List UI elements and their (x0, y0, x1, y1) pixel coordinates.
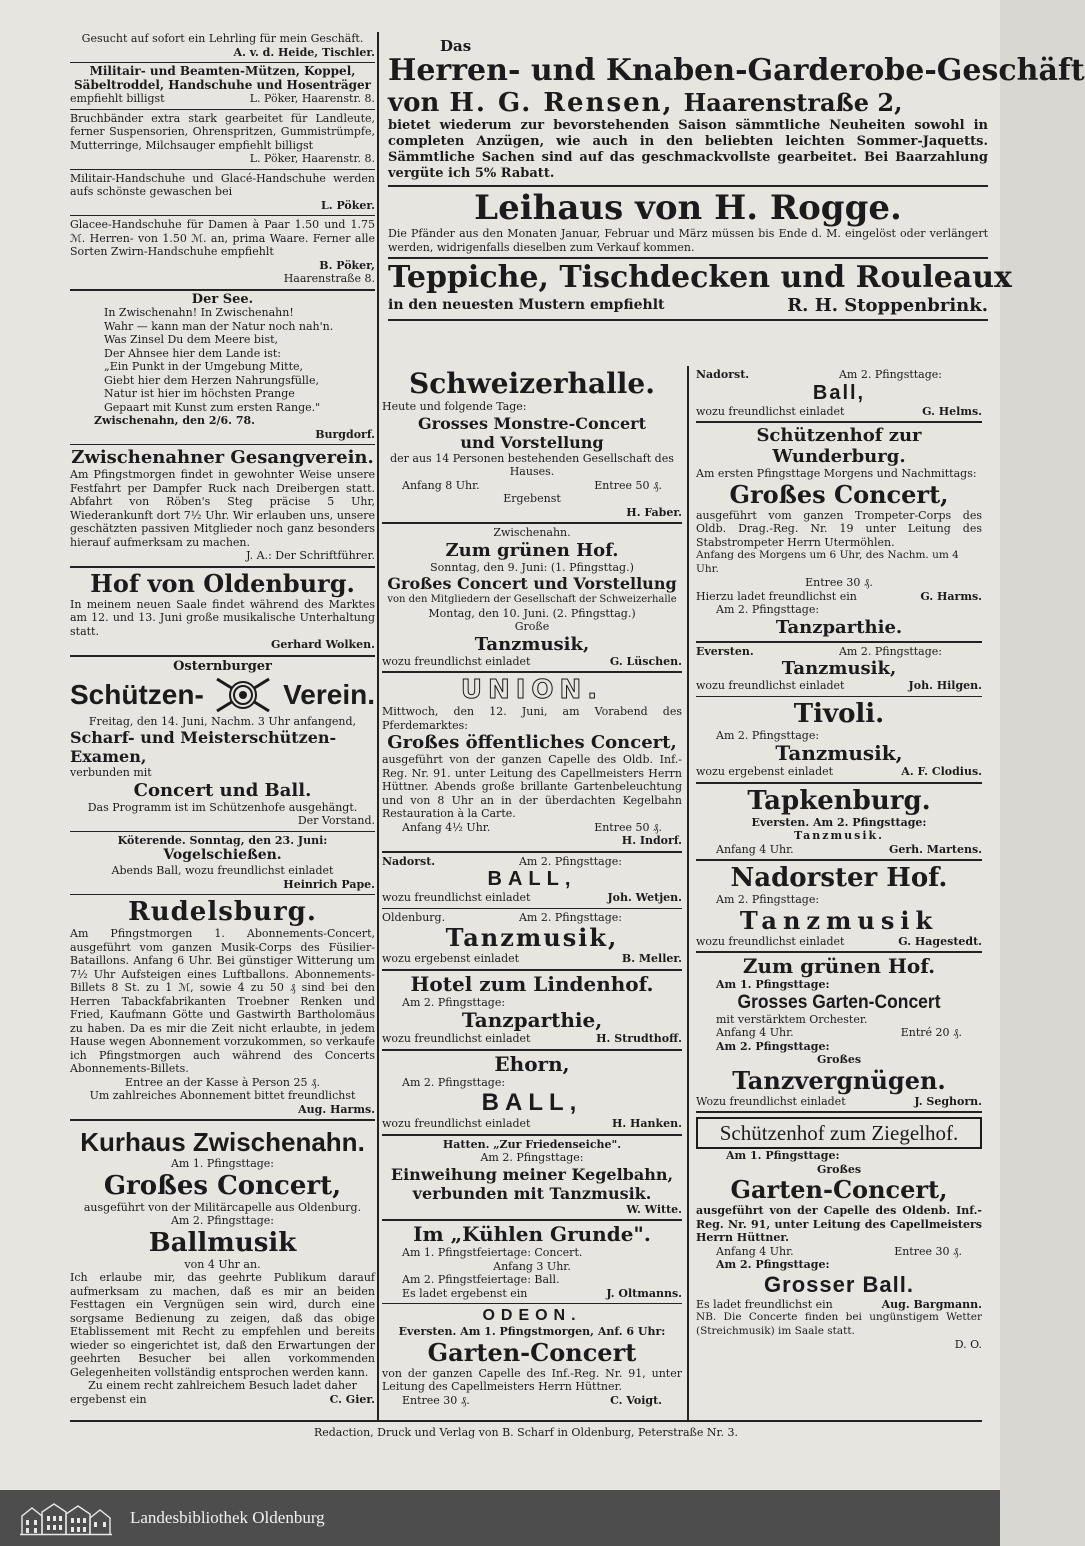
ad-text: Sonntag, den 9. Juni: (1. Pfingsttag.) (430, 560, 634, 574)
poem-title: Der See. (191, 291, 254, 307)
ad-headline: Ball, (812, 381, 866, 404)
ad-wunderburg (696, 423, 982, 643)
ad-row (696, 645, 982, 659)
ad-schuetzenverein (70, 657, 375, 832)
ad-row (696, 1026, 982, 1040)
ad-text: wozu freundlichst einladet (696, 404, 845, 418)
ad-headline: Großes Concert, (729, 479, 949, 509)
ad-text: bietet wiederum zur bevorstehenden Saison sämmtliche Neuheiten sowohl in completen Anzügen, wie auch in den beliebten leichten Sommer-Jaquetts. Sämmtliche Sachen sind auf das geschmackvollste gearbeitet. Bei Baarzahlung vergüte ich 5% Rabatt. (388, 118, 988, 181)
ad-footer-row (382, 891, 682, 905)
ad-headline: Tanzparthie, (461, 1008, 603, 1032)
ad-text: von der ganzen Capelle des Inf.-Reg. Nr. 91, unter Leitung des Capellmeisters Herrn Hüttner. (382, 1366, 682, 1393)
ad-footer-row (696, 1095, 982, 1109)
ad-title: Nadorster Hof. (730, 863, 948, 893)
ad-text: Entree 50 ₰. (594, 820, 662, 834)
ad-place: Nadorst. (696, 368, 750, 381)
ad-footer-row (696, 405, 982, 419)
ad-headline: Einweihung meiner Kegelbahn, (390, 1164, 674, 1184)
ad-text: Großes (816, 1162, 862, 1176)
ad-name-row (388, 88, 988, 118)
poem-line: Wahr — kann man der Natur noch nah'n. (104, 319, 334, 333)
ad-signature: J. Oltmanns. (606, 1286, 682, 1300)
ad-place: Nadorst. (382, 854, 436, 868)
poem-line: Giebt hier dem Herzen Nahrungsfülle, (104, 373, 319, 387)
ad-text: Am 2. Pfingsttage: (716, 893, 820, 906)
ad-text: Montag, den 10. Juni. (2. Pfingsttag.) (428, 606, 636, 620)
ad-text: Eversten. Am 1. Pfingstmorgen, Anf. 6 Uhr: (398, 1325, 666, 1338)
ad-row (382, 821, 682, 835)
ad-signature: J. A.: Der Schriftführer. (246, 549, 375, 562)
ad-muetzen (70, 63, 375, 110)
ad-signature: B. Meller. (621, 952, 682, 965)
ad-hof-von-oldenburg (70, 568, 375, 657)
ad-text: Hatten. „Zur Friedenseiche". (442, 1137, 622, 1151)
ad-headline: Garten-Concert (427, 1337, 637, 1367)
ad-signature: L. Pöker, Haarenstr. 8. (249, 152, 375, 165)
ad-text: Am 2. Pfingsttage: (170, 1214, 275, 1227)
ad-title-row (70, 675, 375, 715)
ad-headline: Großes öffentliches Concert, (387, 732, 677, 753)
ad-rudelsburg (70, 895, 375, 1121)
ad-text: Tanzmusik. (794, 829, 884, 842)
ad-text: Mittwoch, den 12. Juni, am Vorabend des Pferdemarktes: (382, 705, 682, 732)
ad-text: wozu freundlichst einladet (382, 891, 531, 904)
ad-text: ausgeführt vom ganzen Trompeter-Corps des Oldb. Drag.-Reg. Nr. 19 unter Leitung des Stabstrompeter Herrn Utermöhlen. (696, 508, 982, 549)
ad-text: Am 2. Pfingsttage: (716, 1258, 830, 1271)
ad-title: Tivoli. (793, 698, 885, 729)
ad-von: von (388, 88, 440, 118)
ad-text: Es ladet ergebenst ein (402, 1286, 528, 1300)
ad-text: Anfang 3 Uhr. (493, 1259, 571, 1273)
poem-line: „Ein Punkt in der Umgebung Mitte, (104, 360, 304, 373)
ad-text: Am 2. Pfingsttage: (716, 728, 820, 742)
ad-signature: W. Witte. (626, 1202, 682, 1216)
ad-text: Am 2. Pfingsttage: (402, 995, 506, 1009)
poem-line: Der Ahnsee hier dem Lande ist: (104, 346, 281, 360)
ad-text: Am 2. Pfingsttage: (518, 910, 622, 924)
ad-headline: und Vorstellung (460, 432, 604, 452)
ad-headline: Vogelschießen. (163, 847, 282, 863)
ad-text: von 4 Uhr an. (184, 1257, 261, 1271)
ad-headline: BALL, (487, 868, 577, 890)
ad-text: Am Pfingstmorgen findet in gewohnter Weise unsere Festfahrt per Dampfer Ruck nach Dreibergen statt. Abfahrt von Röben's Steg präcise 5 Uhr, Wiederankunft dort 7½ Uhr. Wir erlauben uns, unsere geschätzten passiven Mitglieder noch ganz besonders hierauf aufmerksam zu machen. (70, 468, 375, 549)
library-footer-bar (0, 1490, 1000, 1546)
ad-text: ausgeführt von der Militärcapelle aus Oldenburg. (83, 1200, 362, 1214)
ad-signature: D. O. (954, 1338, 982, 1351)
ad-text: Am 2. Pfingsttage: (480, 1151, 584, 1164)
ad-text: Entree 30 ₰. (402, 1393, 470, 1407)
ad-signature: C. Voigt. (610, 1393, 662, 1407)
ad-text: Wozu freundlichst einladet (696, 1094, 846, 1108)
ad-tivoli (696, 697, 982, 784)
ad-name: H. G. Rensen, (449, 88, 674, 118)
ad-title-left: Schützen- (70, 678, 204, 710)
ad-title: Tapkenburg. (747, 785, 931, 816)
ad-headline: Tanzvergnügen. (732, 1065, 946, 1095)
ad-headline: Grosses Monstre-Concert (418, 413, 646, 433)
poem-line: Was Zinsel Du dem Meere bist, (104, 333, 279, 346)
ad-title: UNION. (460, 675, 604, 705)
ad-bruchbaender (70, 110, 375, 170)
ad-signature: G. Hagestedt. (898, 934, 982, 948)
ad-text: Gesucht auf sofort ein Lehrling für mein Geschäft. (81, 32, 364, 45)
ad-headline: Großes Concert und Vorstellung (387, 574, 677, 593)
ad-text: Anfang 4 Uhr. (716, 1244, 794, 1258)
ad-row (382, 911, 682, 925)
ad-text: Entree 30 ₰. (805, 576, 873, 589)
ad-union (382, 673, 682, 853)
ad-text: Entree 30 ₰. (894, 1244, 962, 1258)
ad-title: Hotel zum Lindenhof. (410, 971, 654, 996)
ad-kuehlen-grunde (382, 1221, 682, 1304)
ad-footer-row (696, 679, 982, 693)
ad-schweizerhalle (382, 366, 682, 524)
ad-signature: R. H. Stoppenbrink. (787, 295, 988, 316)
ad-headline: BALL, (481, 1089, 583, 1116)
ad-text: Am 1. Pfingstfeiertage: Concert. (402, 1246, 583, 1259)
middle-column (382, 366, 682, 1410)
left-column (70, 30, 375, 1409)
ad-text: Hierzu ladet freundlichst ein (696, 589, 857, 603)
ad-title-right: Verein. (283, 678, 375, 710)
ad-pretitle: Osternburger (173, 658, 272, 674)
ad-text: Entré 20 ₰. (900, 1026, 962, 1039)
ad-headline: Ballmusik (148, 1227, 297, 1258)
column-rule-left (377, 32, 379, 1422)
ad-text: Am 2. Pfingstfeiertage: Ball. (402, 1273, 560, 1286)
ad-signature: L. Pöker. (321, 198, 375, 212)
ad-title: Schweizerhalle. (409, 367, 655, 400)
ad-footer-row (382, 1117, 682, 1131)
ad-footer-row (382, 1032, 682, 1046)
ad-headline: Grosser Ball. (764, 1271, 914, 1297)
ad-place: Oldenburg. (382, 910, 446, 924)
ad-headline: verbunden mit Tanzmusik. (412, 1183, 652, 1203)
ad-text: empfiehlt billigst (70, 92, 165, 105)
ad-signature: H. Strudthoff. (596, 1032, 682, 1045)
ad-signature: G. Lüschen. (609, 654, 682, 668)
ad-kurhaus (70, 1121, 375, 1409)
ad-text: wozu freundlichst einladet (696, 934, 845, 948)
ad-headline: Scharf- und Meisterschützen-Examen, (70, 728, 337, 766)
column-rule-right (687, 366, 689, 1422)
ad-signature: A. v. d. Heide, Tischler. (233, 45, 375, 59)
ad-footer-row (696, 935, 982, 949)
ad-footer-row (70, 92, 375, 106)
ad-signature: Joh. Wetjen. (607, 891, 682, 904)
ad-text: Glacee-Handschuhe für Damen à Paar 1.50 und 1.75 ℳ. Herren- von 1.50 ℳ. an, prima Waare. Ferner alle Sorten Zwirn-Handschuhe empfiehlt (70, 218, 375, 258)
ad-text: Große (514, 620, 550, 633)
ad-text: Ich erlaube mir, das geehrte Publikum darauf aufmerksam zu machen, daß es mir an beiden Festtagen ein Vergnügen sein wird, durch eine sorgsame Bedienung zu zeigen, daß das obige Etablissement mit Recht zu empfehlen und bereits wieder so eingerichtet ist, daß den Erwartungen der geehrten Besucher bei allen vorkommenden Gelegenheiten vollständig entsprochen werden kann. (70, 1271, 375, 1379)
ad-text: wozu freundlichst einladet (696, 679, 845, 692)
ad-ziegelhof (696, 1113, 982, 1355)
ad-headline: Grosses Garten-Concert (737, 991, 941, 1013)
ad-text: Großes (816, 1053, 862, 1066)
ad-gesangverein (70, 445, 375, 568)
ad-signature: Gerhard Wolken. (270, 638, 375, 651)
ad-signature: L. Pöker, Haarenstr. 8. (249, 92, 375, 105)
ad-text: Heute und folgende Tage: (382, 400, 527, 413)
ad-footer-row (382, 655, 682, 669)
ad-title: Schützenhof zur Wunderburg. (756, 425, 922, 467)
ad-signature: B. Pöker, (319, 258, 375, 272)
ad-headline: Tanzmusik (739, 905, 939, 935)
ad-text: wozu freundlichst einladet (382, 654, 531, 668)
ad-glace-handschuhe (70, 216, 375, 291)
ad-text: ausgeführt von der ganzen Capelle des Oldb. Inf.-Reg. Nr. 91. unter Leitung des Capellmeisters Herrn Hüttner. Abends große brillante Gartenbeleuchtung und von 8 Uhr an in der überdachten Kegelbahn Restauration à la Carte. (382, 753, 682, 820)
ad-rensen (388, 36, 1085, 187)
ad-text: Eversten. Am 2. Pfingsttage: (751, 815, 927, 829)
ad-headline: Tanzparthie. (775, 616, 903, 638)
ad-text: Freitag, den 14. Juni, Nachm. 3 Uhr anfangend, (88, 714, 357, 728)
ad-title: Rudelsburg. (128, 897, 317, 927)
ad-row (382, 855, 682, 869)
ad-text: Zu einem recht zahlreichem Besuch ladet daher (88, 1379, 357, 1392)
ad-row (382, 479, 682, 493)
ad-text: Am 2. Pfingsttage: (716, 603, 820, 616)
ad-text: Am 1. Pfingsttage: (170, 1157, 275, 1170)
poem-line: In Zwischenahn! In Zwischenahn! (104, 306, 294, 319)
poem-lines (70, 306, 375, 414)
ad-headline: Tanzmusik, (445, 923, 619, 952)
ad-odeon (382, 1304, 682, 1410)
poem-place: Zwischenahn, den 2/6. 78. (94, 414, 255, 427)
ad-signature: H. Faber. (626, 505, 682, 519)
ad-title: Militair- und Beamten-Mützen, Koppel, Säbeltroddel, Handschuhe und Hosenträger (74, 64, 371, 92)
ad-text: von den Mitgliedern der Gesellschaft der Schweizerhalle (387, 594, 677, 605)
ad-text: Um zahlreiches Abonnement bittet freundlichst (89, 1089, 356, 1102)
ad-row (696, 368, 982, 382)
ad-signature: J. Seghorn. (914, 1094, 982, 1108)
ad-footer-row (696, 765, 982, 779)
ad-title: Zwischenahner Gesangverein. (71, 447, 374, 468)
ad-text: wozu freundlichst einladet (382, 1032, 531, 1045)
poem-author: Burgdorf. (315, 427, 375, 441)
poem-line: Natur ist hier im höchsten Prange (104, 387, 295, 400)
poem-der-see (70, 291, 375, 446)
ad-koeterende (70, 832, 375, 896)
ad-text: Am ersten Pfingsttage Morgens und Nachmittags: (696, 467, 977, 480)
top-wide-ads (388, 36, 1085, 321)
ad-title: Herren- und Knaben-Garderobe-Geschäft (388, 53, 1085, 88)
ad-signature: G. Helms. (922, 404, 982, 418)
ad-text: Bruchbänder extra stark gearbeitet für Landleute, ferner Suspensorien, Ohrenspritzen, Gummistrümpfe, Mutterringe, Milchsauger empfiehlt billigst (70, 111, 375, 152)
ad-text: Am 2. Pfingsttage: (838, 368, 942, 381)
library-building-icon (20, 1500, 112, 1536)
ad-signature: Heinrich Pape. (283, 877, 375, 891)
ad-text: Entree an der Kasse à Person 25 ₰. (125, 1075, 320, 1089)
ad-footer-row (382, 1287, 682, 1301)
ad-text: NB. Die Concerte finden bei ungünstigem Wetter (Streichmusik) im Saale statt. (696, 1311, 982, 1337)
ad-address: Haarenstraße 8. (283, 272, 375, 285)
ad-headline: Tanzmusik, (781, 658, 897, 679)
ad-signature: Aug. Bargmann. (881, 1297, 982, 1311)
ad-text: verbunden mit (70, 766, 152, 779)
ad-title: ODEON. (482, 1307, 582, 1324)
ad-text: Anfang 4 Uhr. (716, 1026, 794, 1039)
ad-row (696, 1245, 982, 1259)
ad-signature: A. F. Clodius. (901, 765, 982, 778)
ad-gruener-hof (382, 524, 682, 673)
ad-text: der aus 14 Personen bestehenden Gesellschaft des Hauses. (390, 451, 674, 478)
ad-title: Teppiche, Tischdecken und Rouleaux (388, 260, 1012, 295)
ad-signature: H. Hanken. (611, 1117, 682, 1130)
ad-text: Köterende. Sonntag, den 23. Juni: (117, 833, 328, 847)
ad-text: Anfang 4½ Uhr. (402, 820, 491, 834)
ad-text: wozu ergebenst einladet (696, 765, 834, 778)
ad-signature: G. Harms. (920, 589, 982, 603)
ad-text: Am 2. Pfingsttage: (716, 1039, 830, 1053)
ad-text: in den neuesten Mustern empfiehlt (388, 297, 665, 313)
ad-footer-row (70, 1393, 375, 1407)
ad-footer-row (696, 843, 982, 857)
ad-signature: Joh. Hilgen. (908, 679, 982, 692)
ad-title: Schützenhof zum Ziegelhof. (696, 1117, 982, 1149)
ad-ehorn (382, 1051, 682, 1136)
ad-signature: Aug. Harms. (298, 1102, 375, 1116)
library-name: Landesbibliothek Oldenburg (130, 1508, 325, 1527)
ad-text: Entree 50 ₰. (594, 478, 662, 492)
ad-title: Leihaus von H. Rogge. (474, 188, 902, 228)
ad-pretitle: Das (440, 37, 472, 55)
ad-text: ergebenst ein (70, 1392, 147, 1406)
ad-text: Das Programm ist im Schützenhofe ausgehängt. (87, 800, 358, 814)
ad-text: Anfang 4 Uhr. (716, 842, 794, 856)
ad-title: Kurhaus Zwischenahn. (80, 1127, 365, 1157)
ad-signature: Der Vorstand. (297, 814, 375, 827)
ad-text: Anfang des Morgens um 6 Uhr, des Nachm. um 4 Uhr. (696, 549, 959, 575)
ad-text: Am 1. Pfingsttage: (716, 978, 830, 991)
ad-eversten (696, 643, 982, 697)
ad-title: Ehorn, (494, 1051, 570, 1076)
ad-text: Ergebenst (503, 492, 561, 505)
ad-text: Am 2. Pfingsttage: (838, 644, 942, 658)
ad-nadorster-hof (696, 861, 982, 953)
ad-address: Haarenstraße 2, (683, 88, 903, 117)
ad-title: Zum grünen Hof. (742, 954, 936, 978)
ad-row (696, 590, 982, 604)
ad-headline: Concert und Ball. (133, 779, 312, 801)
ad-pretitle: Zwischenahn. (493, 526, 571, 539)
ad-lehrling (70, 30, 375, 63)
ad-headline: Großes Concert, (103, 1170, 342, 1201)
ad-text: Es ladet freundlichst ein (696, 1297, 833, 1311)
ad-text: wozu ergebenst einladet (382, 952, 520, 965)
ad-text: Am 2. Pfingsttage: (518, 854, 622, 868)
ad-tapkenburg (696, 784, 982, 862)
ad-text: Die Pfänder aus den Monaten Januar, Februar und März müssen bis Ende d. M. eingelöst oder verlängert werden, widrigenfalls dieselben zum Verkauf kommen. (388, 227, 988, 254)
ad-text: ausgeführt von der Capelle des Oldenb. Inf.-Reg. Nr. 91, unter Leitung des Capellmeisters Herrn Hüttner. (696, 1204, 982, 1244)
ad-headline: Tanzmusik, (474, 633, 590, 655)
right-column (696, 366, 982, 1355)
ad-headline: Garten-Concert, (730, 1175, 948, 1204)
ad-text: Anfang 8 Uhr. (402, 478, 480, 492)
ad-hatten (382, 1136, 682, 1222)
ad-text: wozu freundlichst einladet (382, 1117, 531, 1130)
ad-signature: H. Indorf. (621, 834, 682, 847)
ad-nadorst-ball (382, 853, 682, 909)
ad-footer-row (382, 952, 682, 966)
ad-text: mit verstärktem Orchester. (716, 1012, 868, 1026)
ad-text: Abends Ball, wozu freundlichst einladet (111, 864, 334, 877)
ad-footer-row (388, 295, 988, 316)
ad-row (696, 1298, 982, 1312)
ad-title: Hof von Oldenburg. (90, 568, 355, 598)
footer-rule (70, 1420, 982, 1422)
ad-text: In meinem neuen Saale findet während des Marktes am 12. und 13. Juni große musikalische Unterhaltung statt. (70, 597, 375, 638)
ad-teppiche (388, 259, 1012, 321)
ad-footer-row (382, 1394, 682, 1408)
ad-lindenhof (382, 971, 682, 1051)
ad-title: Zum grünen Hof. (445, 539, 619, 561)
ad-signature: C. Gier. (329, 1392, 375, 1406)
ad-headline: Tanzmusik, (775, 741, 903, 765)
ad-oldenburg-tanzmusik (382, 909, 682, 971)
ad-militair-handschuhe (70, 170, 375, 217)
ad-title: Im „Kühlen Grunde". (413, 1222, 651, 1246)
ad-text: Am 1. Pfingsttage: (726, 1149, 840, 1162)
shooting-target-icon (215, 675, 271, 715)
ad-nadorst-helms (696, 366, 982, 423)
ad-gruener-hof-2 (696, 953, 982, 1113)
ad-text: Am Pfingstmorgen 1. Abonnements-Concert, ausgeführt vom ganzen Musik-Corps des Füsilier-Bataillons. Anfang 6 Uhr. Bei günstiger Witterung um 7½ Uhr Aufsteigen eines Luftballons. Abonnements-Billets 8 St. zu 1 ℳ, sowie 4 zu 50 ₰ sind bei den Herren Tabackfabrikanten Troebner Renken und Fried, Kaufmann Götte und Gastwirth Bartholomäus zu haben. Da es mir die Zeit nicht erlaubte, in jedem Hause wegen Abonnement vorzukommen, so verkaufe ich Pfingstmorgen auch während des Concerts Abonnements-Billets. (70, 927, 375, 1075)
poem-line: Gepaart mit Kunst zum ersten Range." (104, 400, 321, 414)
ad-place: Eversten. (696, 644, 754, 658)
imprint: Redaction, Druck und Verlag von B. Scharf in Oldenburg, Peterstraße Nr. 3. (313, 1426, 739, 1439)
ad-signature: Gerh. Martens. (888, 842, 982, 856)
ad-text: Militair-Handschuhe und Glacé-Handschuhe werden aufs schönste gewaschen bei (70, 171, 375, 198)
ad-text: Am 2. Pfingsttage: (402, 1075, 506, 1089)
ad-leihaus (388, 187, 988, 259)
